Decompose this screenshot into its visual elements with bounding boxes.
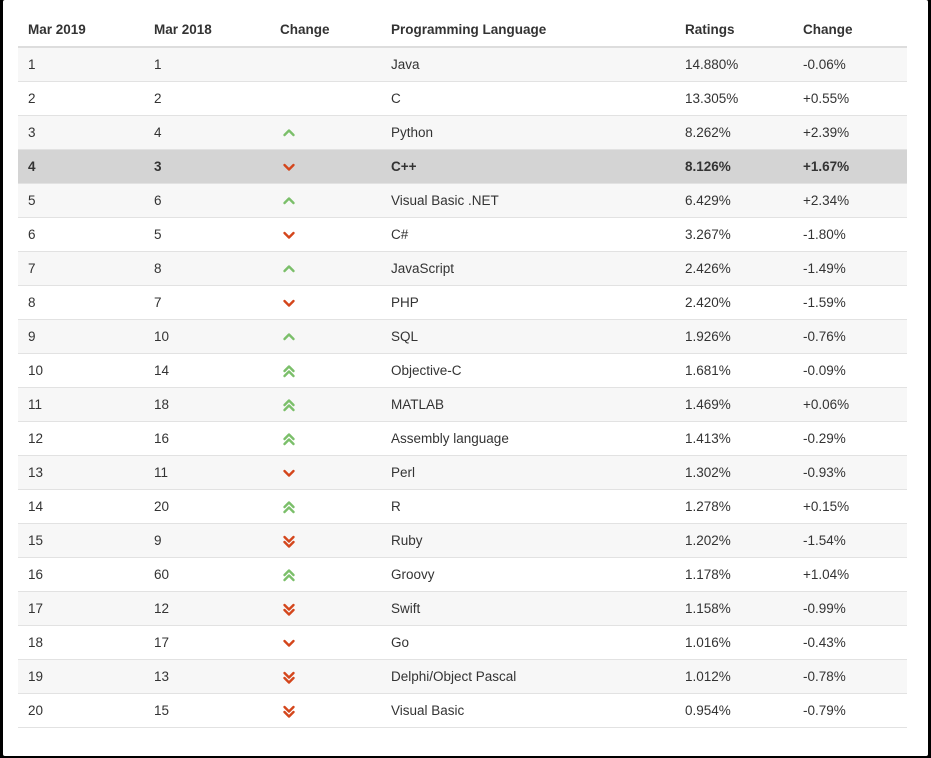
- table-row: [18, 626, 907, 660]
- rank-2018-cell: 5: [144, 218, 270, 252]
- table-row: [18, 524, 907, 558]
- chevron-down-icon: [282, 228, 296, 242]
- rank-2019-cell: 1: [18, 47, 144, 82]
- table-row: [18, 592, 907, 626]
- table-row: [18, 184, 907, 218]
- rating-cell: 1.012%: [675, 660, 793, 694]
- rank-2018-cell: 2: [144, 82, 270, 116]
- rank-2018-cell: 9: [144, 524, 270, 558]
- rank-2019-cell: 8: [18, 286, 144, 320]
- chevron-up-icon: [282, 194, 296, 208]
- change-percent-cell: +0.55%: [793, 82, 907, 116]
- language-cell: Assembly language: [381, 422, 675, 456]
- rating-cell: 1.158%: [675, 592, 793, 626]
- table-row: [18, 694, 907, 728]
- change-percent-cell: -1.49%: [793, 252, 907, 286]
- rank-2018-cell: 8: [144, 252, 270, 286]
- change-percent-cell: -1.80%: [793, 218, 907, 252]
- table-row: [18, 456, 907, 490]
- double-chevron-down-icon: [282, 602, 296, 616]
- language-cell: Ruby: [381, 524, 675, 558]
- double-chevron-up-icon: [282, 432, 296, 446]
- header-row: [18, 12, 907, 47]
- language-cell: JavaScript: [381, 252, 675, 286]
- rank-2019-cell: 9: [18, 320, 144, 354]
- header-change-icon: Change: [270, 12, 381, 47]
- table-row: [18, 82, 907, 116]
- change-percent-cell: -0.06%: [793, 47, 907, 82]
- language-ranking-table: [18, 12, 907, 728]
- rank-2018-cell: 17: [144, 626, 270, 660]
- change-percent-cell: -0.43%: [793, 626, 907, 660]
- change-icon-cell: [270, 524, 381, 558]
- table-row: [18, 218, 907, 252]
- rank-2019-cell: 16: [18, 558, 144, 592]
- table-row: [18, 558, 907, 592]
- rating-cell: 13.305%: [675, 82, 793, 116]
- change-icon-cell: [270, 47, 381, 82]
- header-language: Programming Language: [381, 12, 675, 47]
- table-row: [18, 320, 907, 354]
- rank-2018-cell: 6: [144, 184, 270, 218]
- change-percent-cell: +0.15%: [793, 490, 907, 524]
- rank-2018-cell: 7: [144, 286, 270, 320]
- rank-2019-cell: 18: [18, 626, 144, 660]
- language-cell: Perl: [381, 456, 675, 490]
- rank-2019-cell: 14: [18, 490, 144, 524]
- rating-cell: 1.413%: [675, 422, 793, 456]
- table-row: [18, 490, 907, 524]
- rank-2019-cell: 17: [18, 592, 144, 626]
- rank-2018-cell: 13: [144, 660, 270, 694]
- table-row: [18, 660, 907, 694]
- rank-2018-cell: 4: [144, 116, 270, 150]
- change-percent-cell: -1.54%: [793, 524, 907, 558]
- table-header: [18, 12, 907, 47]
- header-mar-2019: Mar 2019: [18, 12, 144, 47]
- rating-cell: 14.880%: [675, 47, 793, 82]
- change-percent-cell: +1.04%: [793, 558, 907, 592]
- change-icon-cell: [270, 660, 381, 694]
- rating-cell: 1.302%: [675, 456, 793, 490]
- chevron-up-icon: [282, 126, 296, 140]
- rank-2019-cell: 13: [18, 456, 144, 490]
- change-icon-cell: [270, 558, 381, 592]
- chevron-down-icon: [282, 466, 296, 480]
- rank-2019-cell: 15: [18, 524, 144, 558]
- language-cell: Go: [381, 626, 675, 660]
- rank-2019-cell: 3: [18, 116, 144, 150]
- change-icon-cell: [270, 388, 381, 422]
- change-percent-cell: -0.78%: [793, 660, 907, 694]
- change-icon-cell: [270, 354, 381, 388]
- chevron-up-icon: [282, 262, 296, 276]
- rating-cell: 1.278%: [675, 490, 793, 524]
- language-cell: R: [381, 490, 675, 524]
- double-chevron-up-icon: [282, 398, 296, 412]
- rank-2018-cell: 14: [144, 354, 270, 388]
- chevron-down-icon: [282, 296, 296, 310]
- rank-2018-cell: 11: [144, 456, 270, 490]
- table-row: [18, 116, 907, 150]
- rating-cell: 8.126%: [675, 150, 793, 184]
- change-icon-cell: [270, 320, 381, 354]
- rank-2019-cell: 7: [18, 252, 144, 286]
- header-ratings: Ratings: [675, 12, 793, 47]
- double-chevron-down-icon: [282, 704, 296, 718]
- rank-2019-cell: 10: [18, 354, 144, 388]
- change-icon-cell: [270, 694, 381, 728]
- change-icon-cell: [270, 116, 381, 150]
- rating-cell: 1.178%: [675, 558, 793, 592]
- header-change-percent: Change: [793, 12, 907, 47]
- change-icon-cell: [270, 286, 381, 320]
- rank-2018-cell: 3: [144, 150, 270, 184]
- rating-cell: 3.267%: [675, 218, 793, 252]
- rating-cell: 1.469%: [675, 388, 793, 422]
- language-cell: Visual Basic .NET: [381, 184, 675, 218]
- language-cell: SQL: [381, 320, 675, 354]
- rating-cell: 1.926%: [675, 320, 793, 354]
- double-chevron-up-icon: [282, 500, 296, 514]
- change-icon-cell: [270, 592, 381, 626]
- change-icon-cell: [270, 150, 381, 184]
- table-row: [18, 286, 907, 320]
- change-icon-cell: [270, 184, 381, 218]
- language-cell: C++: [381, 150, 675, 184]
- change-percent-cell: +2.39%: [793, 116, 907, 150]
- rank-2018-cell: 20: [144, 490, 270, 524]
- rating-cell: 1.202%: [675, 524, 793, 558]
- rank-2019-cell: 4: [18, 150, 144, 184]
- change-percent-cell: +0.06%: [793, 388, 907, 422]
- change-percent-cell: -0.76%: [793, 320, 907, 354]
- chevron-down-icon: [282, 636, 296, 650]
- rank-2018-cell: 1: [144, 47, 270, 82]
- language-cell: Groovy: [381, 558, 675, 592]
- table-row-highlighted: [18, 150, 907, 184]
- change-icon-cell: [270, 490, 381, 524]
- rating-cell: 1.016%: [675, 626, 793, 660]
- rank-2019-cell: 12: [18, 422, 144, 456]
- table-row: [18, 252, 907, 286]
- double-chevron-down-icon: [282, 670, 296, 684]
- rank-2018-cell: 16: [144, 422, 270, 456]
- change-percent-cell: -1.59%: [793, 286, 907, 320]
- language-cell: Delphi/Object Pascal: [381, 660, 675, 694]
- rating-cell: 2.420%: [675, 286, 793, 320]
- rating-cell: 1.681%: [675, 354, 793, 388]
- change-icon-cell: [270, 456, 381, 490]
- rank-2019-cell: 6: [18, 218, 144, 252]
- rank-2019-cell: 2: [18, 82, 144, 116]
- table-row: [18, 422, 907, 456]
- language-cell: Visual Basic: [381, 694, 675, 728]
- rating-cell: 8.262%: [675, 116, 793, 150]
- language-cell: Java: [381, 47, 675, 82]
- change-percent-cell: -0.99%: [793, 592, 907, 626]
- double-chevron-down-icon: [282, 534, 296, 548]
- change-icon-cell: [270, 82, 381, 116]
- rank-2019-cell: 5: [18, 184, 144, 218]
- language-cell: C: [381, 82, 675, 116]
- rank-2019-cell: 20: [18, 694, 144, 728]
- change-icon-cell: [270, 252, 381, 286]
- change-icon-cell: [270, 218, 381, 252]
- rating-cell: 6.429%: [675, 184, 793, 218]
- rank-2018-cell: 18: [144, 388, 270, 422]
- double-chevron-up-icon: [282, 364, 296, 378]
- language-cell: Objective-C: [381, 354, 675, 388]
- change-icon-cell: [270, 626, 381, 660]
- change-percent-cell: +2.34%: [793, 184, 907, 218]
- language-cell: Python: [381, 116, 675, 150]
- table-row: [18, 388, 907, 422]
- change-percent-cell: -0.79%: [793, 694, 907, 728]
- double-chevron-up-icon: [282, 568, 296, 582]
- language-cell: Swift: [381, 592, 675, 626]
- table-card: [3, 0, 928, 756]
- rating-cell: 0.954%: [675, 694, 793, 728]
- rank-2018-cell: 10: [144, 320, 270, 354]
- language-cell: C#: [381, 218, 675, 252]
- change-percent-cell: -0.93%: [793, 456, 907, 490]
- rank-2018-cell: 12: [144, 592, 270, 626]
- table-row: [18, 47, 907, 82]
- chevron-down-icon: [282, 160, 296, 174]
- rank-2019-cell: 11: [18, 388, 144, 422]
- rank-2018-cell: 15: [144, 694, 270, 728]
- chevron-up-icon: [282, 330, 296, 344]
- change-percent-cell: +1.67%: [793, 150, 907, 184]
- header-mar-2018: Mar 2018: [144, 12, 270, 47]
- rank-2019-cell: 19: [18, 660, 144, 694]
- rank-2018-cell: 60: [144, 558, 270, 592]
- change-percent-cell: -0.29%: [793, 422, 907, 456]
- language-cell: MATLAB: [381, 388, 675, 422]
- table-body: [18, 47, 907, 728]
- change-icon-cell: [270, 422, 381, 456]
- change-percent-cell: -0.09%: [793, 354, 907, 388]
- language-cell: PHP: [381, 286, 675, 320]
- rating-cell: 2.426%: [675, 252, 793, 286]
- table-row: [18, 354, 907, 388]
